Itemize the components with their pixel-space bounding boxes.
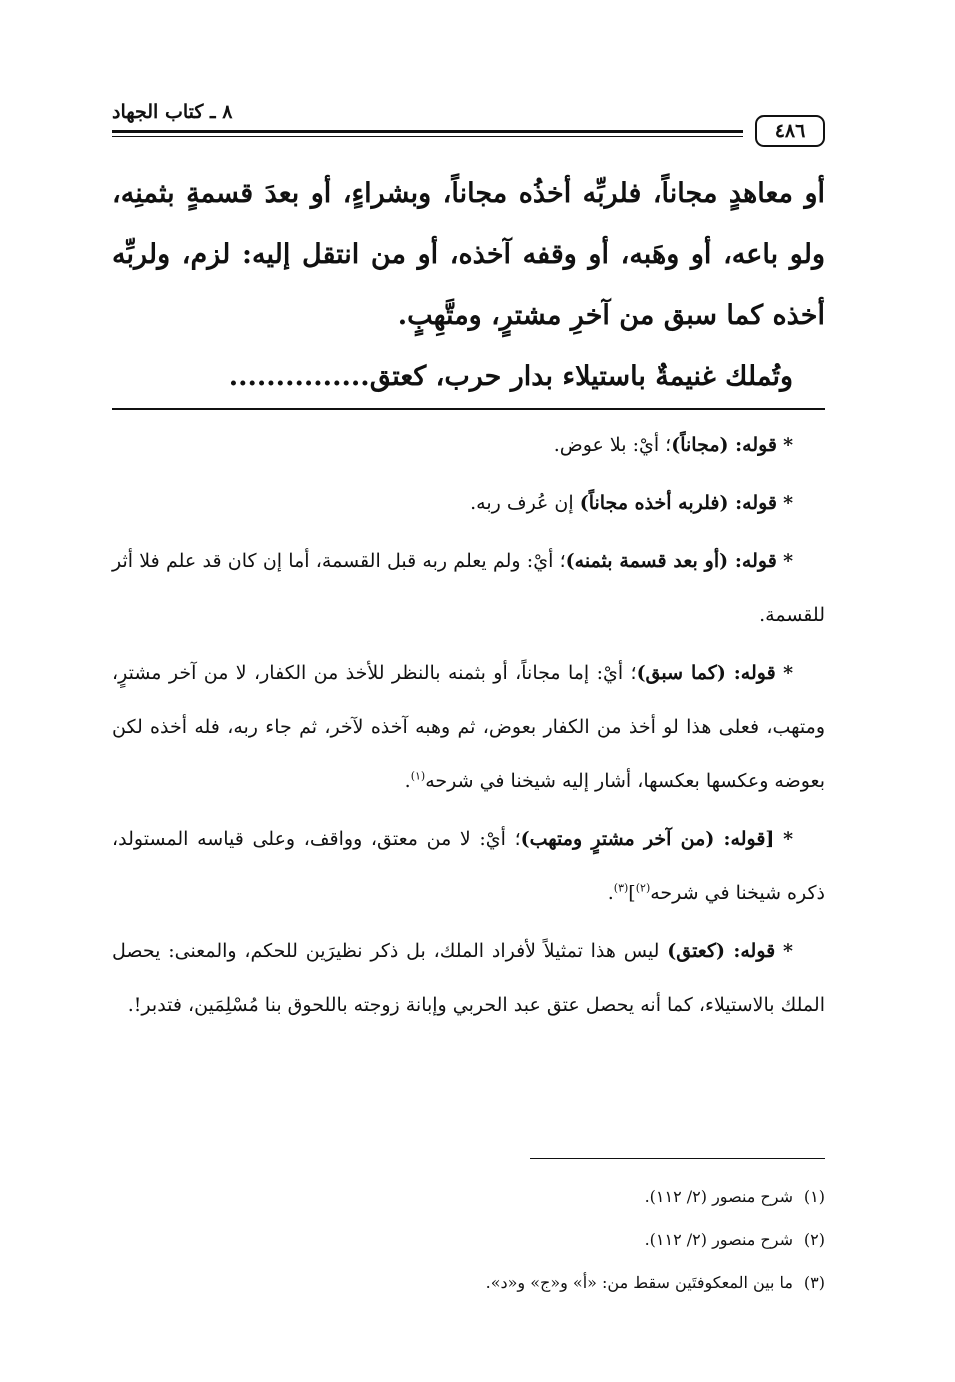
header-rule-thick (112, 130, 743, 133)
matn-text: وتُملك غنيمةٌ باستيلاء بدار حرب، كعتق (369, 361, 793, 392)
footnote (112, 1261, 825, 1304)
page-number: ٤٨٦ (755, 115, 825, 147)
matn-paragraph (112, 346, 825, 407)
footnote-marker: (٣) (613, 881, 629, 895)
commentary (112, 418, 825, 1036)
commentary-lead: قوله: (فلربه أخذه مجاناً) (579, 492, 778, 514)
commentary-lead: قوله: (أو بعد قسمة بثمنه) (565, 550, 777, 572)
star-icon: * (783, 662, 793, 684)
footnote-text: شرح منصور (٢/ ١١٢). (644, 1230, 793, 1249)
commentary-text: ؛ أيْ: ولم يعلم ربه قبل القسمة، أما إن كان قد علم فلا أثر للقسمة. (112, 550, 825, 626)
commentary-text: ؛ أيْ: لا من معتق، وواقف، وعلى قياسه المستولد، ذكره شيخنا في شرحه (112, 828, 825, 904)
text-separator (112, 408, 825, 410)
header-rule-thin (112, 136, 743, 137)
footnote-marker: (١) (410, 769, 426, 783)
commentary-text: ليس هذا تمثيلاً لأفراد الملك، بل ذكر نظيرَين للحكم، والمعنى: يحصل الملك بالاستيلاء، كما أنه يحصل عتق عبد الحربي وإبانة زوجته باللحوق بنا مُسْلِمَين، فتدبر!. (112, 940, 825, 1016)
commentary-lead: قوله: (كما سبق) (636, 662, 776, 684)
footnote (112, 1218, 825, 1261)
matn-paragraph: أو معاهدٍ مجاناً، فلربِّه أخذُه مجاناً، وبشراءٍ، أو بعدَ قسمةٍ بثمنِه، ولو باعه، أو وهَبه، أو وقفه آخذه، أو من انتقل إليه: لزم، ولربِّه أخذه كما سبق من آخرِ مشترٍ، ومتَّهِبٍ. (112, 178, 825, 331)
star-icon: * (783, 492, 793, 514)
page-header (112, 95, 825, 155)
commentary-lead: [قوله: (من آخر مشترٍ ومتهب) (520, 828, 775, 850)
commentary-item (112, 476, 825, 530)
footnote-marker: (٢) (635, 881, 651, 895)
star-icon: * (783, 828, 794, 850)
footnote-number: (٢) (803, 1230, 825, 1249)
commentary-tail: ] (628, 882, 636, 904)
commentary-item (112, 646, 825, 808)
footnote-number: (١) (803, 1187, 825, 1206)
commentary-tail: . (607, 882, 614, 904)
commentary-lead: قوله: (مجاناً) (671, 434, 778, 456)
commentary-item (112, 924, 825, 1032)
chapter-title: ٨ ـ كتاب الجهاد (112, 101, 233, 123)
footnote-text: ما بين المعكوفتَين سقط من: «أ» و«ج» و«د». (485, 1273, 793, 1292)
footnote (112, 1175, 825, 1218)
star-icon: * (783, 940, 793, 962)
footnotes (112, 1175, 825, 1304)
footnote-rule (530, 1158, 825, 1159)
footnote-number: (٣) (803, 1273, 825, 1292)
footnote-text: شرح منصور (٢/ ١١٢). (644, 1187, 793, 1206)
commentary-text: ؛ أيْ: إما مجاناً، أو بثمنه بالنظر للأخذ من الكفار، لا من آخر مشترٍ، ومتهب، فعلى هذا لو أخذ من الكفار بعوض، ثم وهبه آخذه لآخر، ثم جاء ربه، فله أخذه لكن بعوضه وعكسها بعكسها، أشار إليه شيخنا في شرحه (112, 662, 825, 792)
commentary-item (112, 812, 825, 920)
main-text (112, 163, 825, 407)
commentary-tail: . (404, 770, 411, 792)
commentary-item (112, 534, 825, 642)
ellipsis-dots: ............... (228, 361, 370, 392)
commentary-lead: قوله: (كعتق) (667, 940, 776, 962)
star-icon: * (783, 434, 793, 456)
star-icon: * (783, 550, 793, 572)
commentary-item (112, 418, 825, 472)
commentary-text: إن عُرف ربه. (470, 492, 580, 514)
commentary-text: ؛ أيْ: بلا عوض. (553, 434, 672, 456)
